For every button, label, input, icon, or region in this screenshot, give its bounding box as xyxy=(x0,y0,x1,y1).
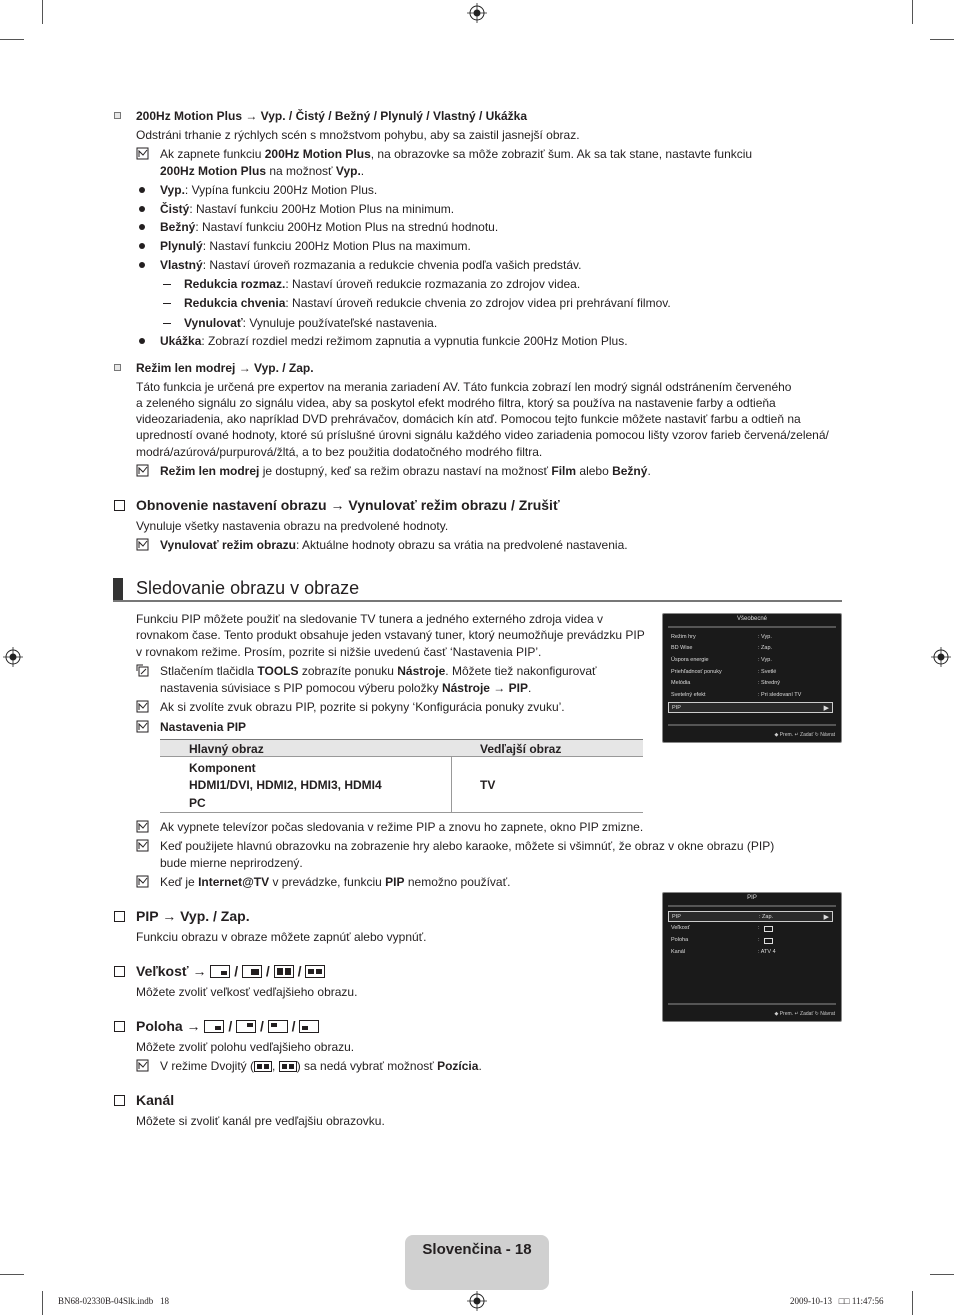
motion-plus-note: Ak zapnete funkciu 200Hz Motion Plus, na obrazovke sa môže zobraziť šum. Ak sa tak stane, nastavte funkciu xyxy=(160,147,753,161)
osd-footer: ◆ Prem. ↵ Zadať ↻ Návrat xyxy=(774,732,835,738)
note-icon xyxy=(136,147,150,161)
square-bullet-icon xyxy=(114,112,121,119)
size-double-wide-icon xyxy=(279,1061,297,1072)
dash-icon xyxy=(163,303,171,304)
osd-general-menu xyxy=(662,613,842,743)
tools-icon xyxy=(136,664,150,678)
osd-row[interactable]: Režim hry : Vyp. xyxy=(671,634,772,640)
osd-row[interactable]: Veľkosť : xyxy=(668,923,833,934)
osd-rule xyxy=(668,905,836,907)
table-cell: TV xyxy=(480,778,496,792)
osd-footer: ◆ Prem. ↵ Zadať ↻ Návrat xyxy=(774,1011,835,1017)
size-desc: Môžete zvoliť veľkosť vedľajšieho obrazu. xyxy=(136,985,358,999)
crop-mark xyxy=(930,39,954,40)
note-icon xyxy=(136,875,150,889)
bullet-icon xyxy=(139,224,145,230)
osd-rule xyxy=(668,626,836,628)
note-icon xyxy=(136,1059,150,1073)
position-desc: Môžete zvoliť polohu vedľajšieho obrazu. xyxy=(136,1040,355,1054)
crop-mark xyxy=(912,0,913,24)
osd-row[interactable]: BD Wise : Zap. xyxy=(671,645,773,651)
pip-onoff-desc: Funkciu obrazu v obraze môžete zapnúť alebo vypnúť. xyxy=(136,930,427,944)
list-item: Ukážka: Zobrazí rozdiel medzi režimom zapnutia a vypnutia funkcie 200Hz Motion Plus. xyxy=(160,334,628,348)
bullet-icon xyxy=(139,206,145,212)
table-bottom-rule xyxy=(160,812,643,813)
note-icon xyxy=(136,538,150,552)
registration-mark-icon xyxy=(931,647,951,667)
list-item: Čistý: Nastaví funkciu 200Hz Motion Plus na minimum. xyxy=(160,202,455,216)
bullet-icon xyxy=(139,187,145,193)
checkbox-bullet-icon xyxy=(114,500,125,511)
sub-list-item: Redukcia rozmaz.: Nastaví úroveň redukcie rozmazania zo zdrojov videa. xyxy=(184,277,581,291)
footer-date: 2009-10-13 □□ 11:47:56 xyxy=(790,1296,884,1306)
size-small-icon xyxy=(210,965,230,978)
table-header-main: Hlavný obraz xyxy=(189,742,264,756)
section-marker xyxy=(113,578,123,600)
list-item: Vlastný: Nastaví úroveň rozmazania a redukcie chvenia podľa vašich predstáv. xyxy=(160,258,582,272)
osd-rule xyxy=(668,1003,836,1005)
pip-onoff-heading: PIP → Vyp. / Zap. xyxy=(136,908,250,924)
square-bullet-icon xyxy=(114,364,121,371)
pip-settings-label: Nastavenia PIP xyxy=(160,720,247,734)
page-label: Slovenčina - 18 xyxy=(422,1241,532,1258)
table-divider xyxy=(451,757,452,812)
crop-mark xyxy=(42,0,43,24)
blue-mode-line: a zeleného signálu zo signálu videa, aby sa poskytol efekt modrého filtra, ktorý sa používa na nastavenie farby a odtieňa xyxy=(136,396,776,410)
blue-mode-line: videozariadenia, ako napríklad DVD prehrávačov, domácich kín atď. Pomocou tejto funkcie môžete nastaviť farbu a odtieň na xyxy=(136,412,801,426)
position-bottom-right-icon xyxy=(204,1020,224,1033)
arrow-right-icon: ▶ xyxy=(823,914,829,921)
list-item: Vyp.: Vypína funkciu 200Hz Motion Plus. xyxy=(160,183,378,197)
pip-internet-note: Keď je Internet@TV v prevádzke, funkciu PIP nemožno používať. xyxy=(160,875,511,889)
note-icon xyxy=(136,464,150,478)
registration-mark-icon xyxy=(467,3,487,23)
note-icon xyxy=(136,820,150,834)
channel-desc: Môžete si zvoliť kanál pre vedľajšiu obrazovku. xyxy=(136,1114,385,1128)
size-double-wide-icon xyxy=(305,965,325,978)
channel-heading: Kanál xyxy=(136,1092,175,1108)
motion-plus-desc: Odstráni trhanie z rýchlych scén s množstvom pohybu, aby sa zaistil jasnejší obraz. xyxy=(136,128,580,142)
section-rule xyxy=(113,600,842,602)
osd-row[interactable]: Poloha : xyxy=(668,935,833,946)
position-note: V režime Dvojitý ( , ) sa nedá vybrať možnosť Pozícia. xyxy=(160,1059,482,1073)
pip-off-note: Ak vypnete televízor počas sledovania v režime PIP a znovu ho zapnete, okno PIP zmizne. xyxy=(160,820,644,834)
pip-intro-line: Funkciu PIP môžete použiť na sledovanie TV tunera a jedného externého zdroja videa v xyxy=(136,612,604,626)
osd-pip-menu xyxy=(662,892,842,1022)
section-title: Sledovanie obrazu v obraze xyxy=(136,578,360,598)
osd-rule xyxy=(668,724,836,726)
reset-heading: Obnovenie nastavení obrazu → Vynulovať režim obrazu / Zrušiť xyxy=(136,497,560,513)
pip-intro-line: v rovnakom režime. Prosím, pozrite si nižšie uvedenú časť ‘Nastavenia PIP’. xyxy=(136,645,542,659)
dash-icon xyxy=(163,323,171,324)
dash-icon xyxy=(163,284,171,285)
size-double-icon xyxy=(254,1061,272,1072)
osd-row[interactable]: Svetelný efekt : Pri sledovaní TV xyxy=(671,692,802,698)
osd-row[interactable]: Úsporа energie : Vyp. xyxy=(671,657,772,663)
table-header-sub: Vedľajší obraz xyxy=(480,742,562,756)
osd-row[interactable]: Melódia : Stredný xyxy=(671,680,781,686)
checkbox-bullet-icon xyxy=(114,911,125,922)
checkbox-bullet-icon xyxy=(114,1021,125,1032)
crop-mark xyxy=(42,1291,43,1315)
blue-mode-note: Režim len modrej je dostupný, keď sa režim obrazu nastaví na možnosť Film alebo Bežný. xyxy=(160,464,651,478)
blue-mode-line: Táto funkcia je určená pre expertov na merania zariadení AV. Táto funkcia zobrazí len modrý signál odstránením červeného xyxy=(136,380,792,394)
pip-game-note: Keď použijete hlavnú obrazovku na zobrazenie hry alebo karaoke, môžete si všimnúť, že obraz v okne obrazu (PIP) xyxy=(160,839,775,853)
pip-intro-line: rovnakom čase. Tento produkt obsahuje jeden vstavaný tuner, ktorý neumožňuje prevádzku PIP xyxy=(136,628,645,642)
list-item: Bežný: Nastaví funkciu 200Hz Motion Plus na strednú hodnotu. xyxy=(160,220,499,234)
position-bottom-left-icon xyxy=(299,1020,319,1033)
blue-mode-heading: Režim len modrej → Vyp. / Zap. xyxy=(136,361,314,375)
osd-row[interactable]: Kanál : ATV 4 xyxy=(671,949,776,955)
crop-mark xyxy=(930,1274,954,1275)
table-cell: HDMI1/DVI, HDMI2, HDMI3, HDMI4 xyxy=(189,778,382,792)
size-double-icon xyxy=(274,965,294,978)
registration-mark-icon xyxy=(3,647,23,667)
table-cell: Komponent xyxy=(189,761,256,775)
osd-row-selected[interactable]: PIP : Zap. ▶ xyxy=(668,911,833,922)
motion-plus-heading: 200Hz Motion Plus → Vyp. / Čistý / Bežný / Plynulý / Vlastný / Ukážka xyxy=(136,109,528,123)
reset-desc: Vynuluje všetky nastavenia obrazu na predvolené hodnoty. xyxy=(136,519,449,533)
pip-tools-note-cont: nastavenia súvisiace s PIP pomocou výberu položky Nástroje → PIP. xyxy=(160,681,532,695)
note-icon xyxy=(136,700,150,714)
sub-list-item: Redukcia chvenia: Nastaví úroveň redukcie chvenia zo zdrojov videa pri prehrávaní filmov. xyxy=(184,296,671,310)
osd-title: PIP xyxy=(747,895,757,901)
motion-plus-note-cont: 200Hz Motion Plus na možnosť Vyp.. xyxy=(160,164,365,178)
osd-row-selected[interactable]: PIP ▶ xyxy=(668,702,833,713)
registration-mark-icon xyxy=(467,1291,487,1311)
position-top-right-icon xyxy=(236,1020,256,1033)
list-item: Plynulý: Nastaví funkciu 200Hz Motion Plus na maximum. xyxy=(160,239,471,253)
note-icon xyxy=(136,720,150,734)
checkbox-bullet-icon xyxy=(114,1095,125,1106)
arrow-right-icon: ▶ xyxy=(823,705,829,712)
pip-tools-note: Stlačením tlačidla TOOLS zobrazíte ponuku Nástroje. Môžete tiež nakonfigurovať xyxy=(160,664,597,678)
checkbox-bullet-icon xyxy=(114,966,125,977)
size-heading: Veľkosť → / / / xyxy=(136,962,325,980)
pip-game-note-cont: bude mierne neprirodzený. xyxy=(160,856,303,870)
bullet-icon xyxy=(139,338,145,344)
reset-note: Vynulovať režim obrazu: Aktuálne hodnoty obrazu sa vrátia na predvolené nastavenia. xyxy=(160,538,628,552)
bullet-icon xyxy=(139,243,145,249)
position-top-left-icon xyxy=(268,1020,288,1033)
size-small-icon xyxy=(764,926,773,932)
osd-row[interactable]: Priehľadnosť ponuky : Svetlé xyxy=(671,669,777,675)
table-cell: PC xyxy=(189,796,206,810)
position-heading: Poloha → / / / xyxy=(136,1017,319,1035)
crop-mark xyxy=(0,39,24,40)
sub-list-item: Vynulovať: Vynuluje používateľské nastavenia. xyxy=(184,316,438,330)
footer-file: BN68-02330B-04Slk.indb 18 xyxy=(58,1296,170,1306)
osd-title: Všeobecné xyxy=(736,616,768,622)
crop-mark xyxy=(0,1274,24,1275)
pip-settings-table xyxy=(160,739,643,813)
position-bottom-right-icon xyxy=(764,938,773,944)
pip-sound-note: Ak si zvolíte zvuk obrazu PIP, pozrite si pokyny ‘Konfigurácia ponuky zvuku’. xyxy=(160,700,565,714)
note-icon xyxy=(136,839,150,853)
blue-mode-line: modrá/azúrová/purpurová/žltá, a to bez použitia dodatočného modrého filtra. xyxy=(136,445,543,459)
size-large-icon xyxy=(242,965,262,978)
bullet-icon xyxy=(139,262,145,268)
crop-mark xyxy=(912,1291,913,1315)
blue-mode-line: upredností ované hodnoty, ktoré sú príslušné úrovni signálu každého video zariadenia pomocou lišty vzorov farieb červená/zelená/ xyxy=(136,428,829,442)
